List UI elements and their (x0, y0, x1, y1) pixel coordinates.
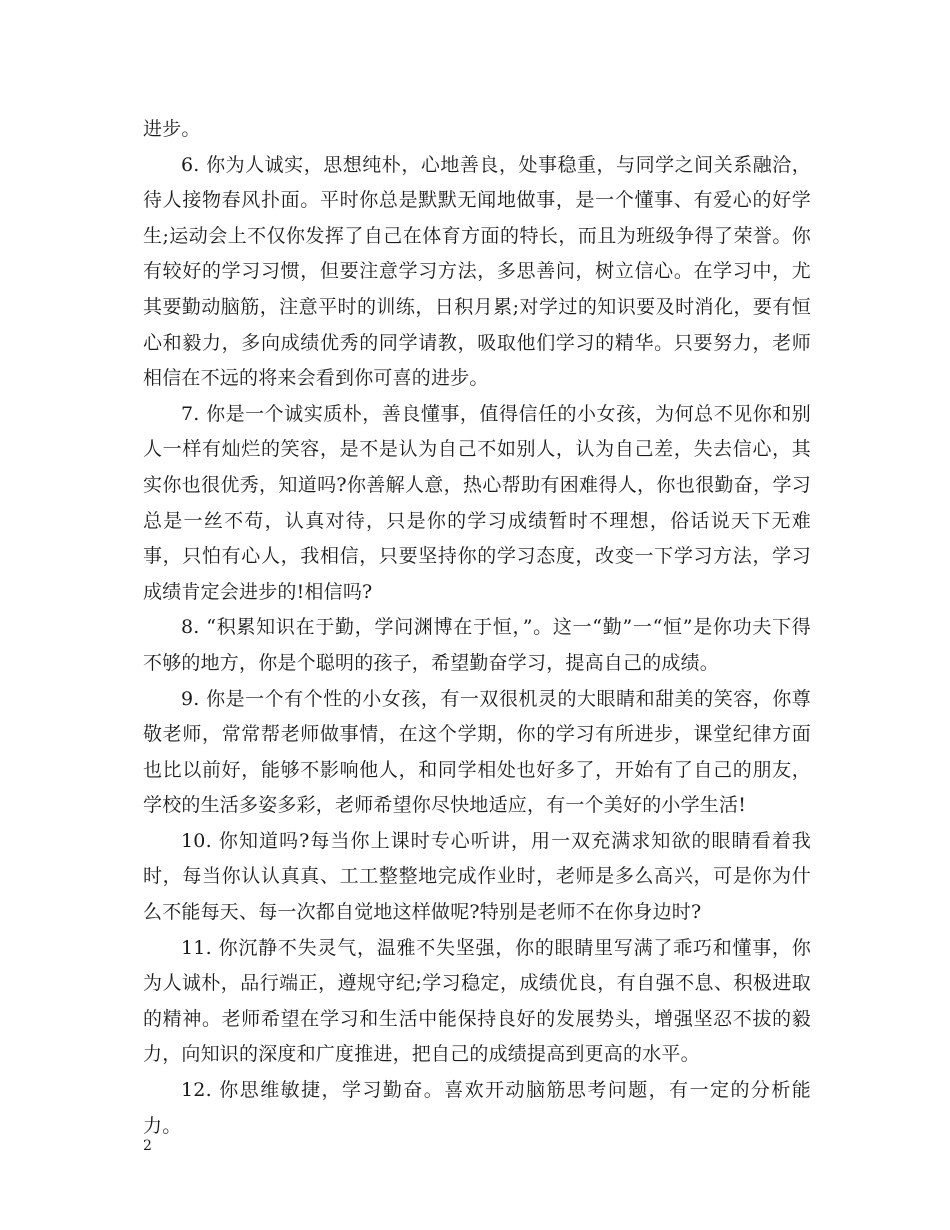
paragraph: 9. 你是一个有个性的小女孩，有一双很机灵的大眼睛和甜美的笑容，你尊敬老师，常常帮老师做事情，在这个学期，你的学习有所进步，课堂纪律方面也比以前好，能够不影响他人，和同学相处也好多了，开始有了自己的朋友，学校的生活多姿多彩，老师希望你尽快地适应，有一个美好的小学生活! (143, 687, 811, 817)
paragraph: 11. 你沉静不失灵气，温雅不失坚强，你的眼睛里写满了乖巧和懂事，你为人诚朴，品行端正，遵规守纪;学习稳定，成绩优良，有自强不息、积极进取的精神。老师希望在学习和生活中能保持良好的发展势头，增强坚忍不拔的毅力，向知识的深度和广度推进，把自己的成绩提高到更高的水平。 (143, 936, 811, 1066)
paragraph: 进步。 (143, 118, 201, 140)
paragraph: 12. 你思维敏捷，学习勤奋。喜欢开动脑筋思考问题，有一定的分析能力。 (143, 1079, 811, 1137)
page-number: 2 (143, 1138, 152, 1154)
paragraph: 7. 你是一个诚实质朴，善良懂事，值得信任的小女孩，为何总不见你和别人一样有灿烂的笑容，是不是认为自己不如别人，认为自己差，失去信心，其实你也很优秀，知道吗?你善解人意，热心帮助有困难得人，你也很勤奋，学习总是一丝不苟，认真对待，只是你的学习成绩暂时不理想，俗话说天下无难事，只怕有心人，我相信，只要坚持你的学习态度，改变一下学习方法，学习成绩肯定会进步的!相信吗? (143, 402, 811, 603)
paragraph: 10. 你知道吗?每当你上课时专心听讲，用一双充满求知欲的眼睛看着我时，每当你认认真真、工工整整地完成作业时，老师是多么高兴，可是你为什么不能每天、每一次都自觉地这样做呢?特别是老师不在你身边时? (143, 829, 811, 924)
paragraph: 8. “积累知识在于勤，学问渊博在于恒，”。这一“勤”一“恒”是你功夫下得不够的地方，你是个聪明的孩子，希望勤奋学习，提高自己的成绩。 (143, 616, 811, 674)
paragraph: 6. 你为人诚实，思想纯朴，心地善良，处事稳重，与同学之间关系融洽，待人接物春风扑面。平时你总是默默无闻地做事，是一个懂事、有爱心的好学生;运动会上不仅你发挥了自己在体育方面的特长，而且为班级争得了荣誉。你有较好的学习习惯，但要注意学习方法，多思善问，树立信心。在学习中，尤其要勤动脑筋，注意平时的训练，日积月累;对学过的知识要及时消化，要有恒心和毅力，多向成绩优秀的同学请教，吸取他们学习的精华。只要努力，老师相信在不远的将来会看到你可喜的进步。 (143, 153, 811, 390)
document-body (143, 112, 811, 1144)
